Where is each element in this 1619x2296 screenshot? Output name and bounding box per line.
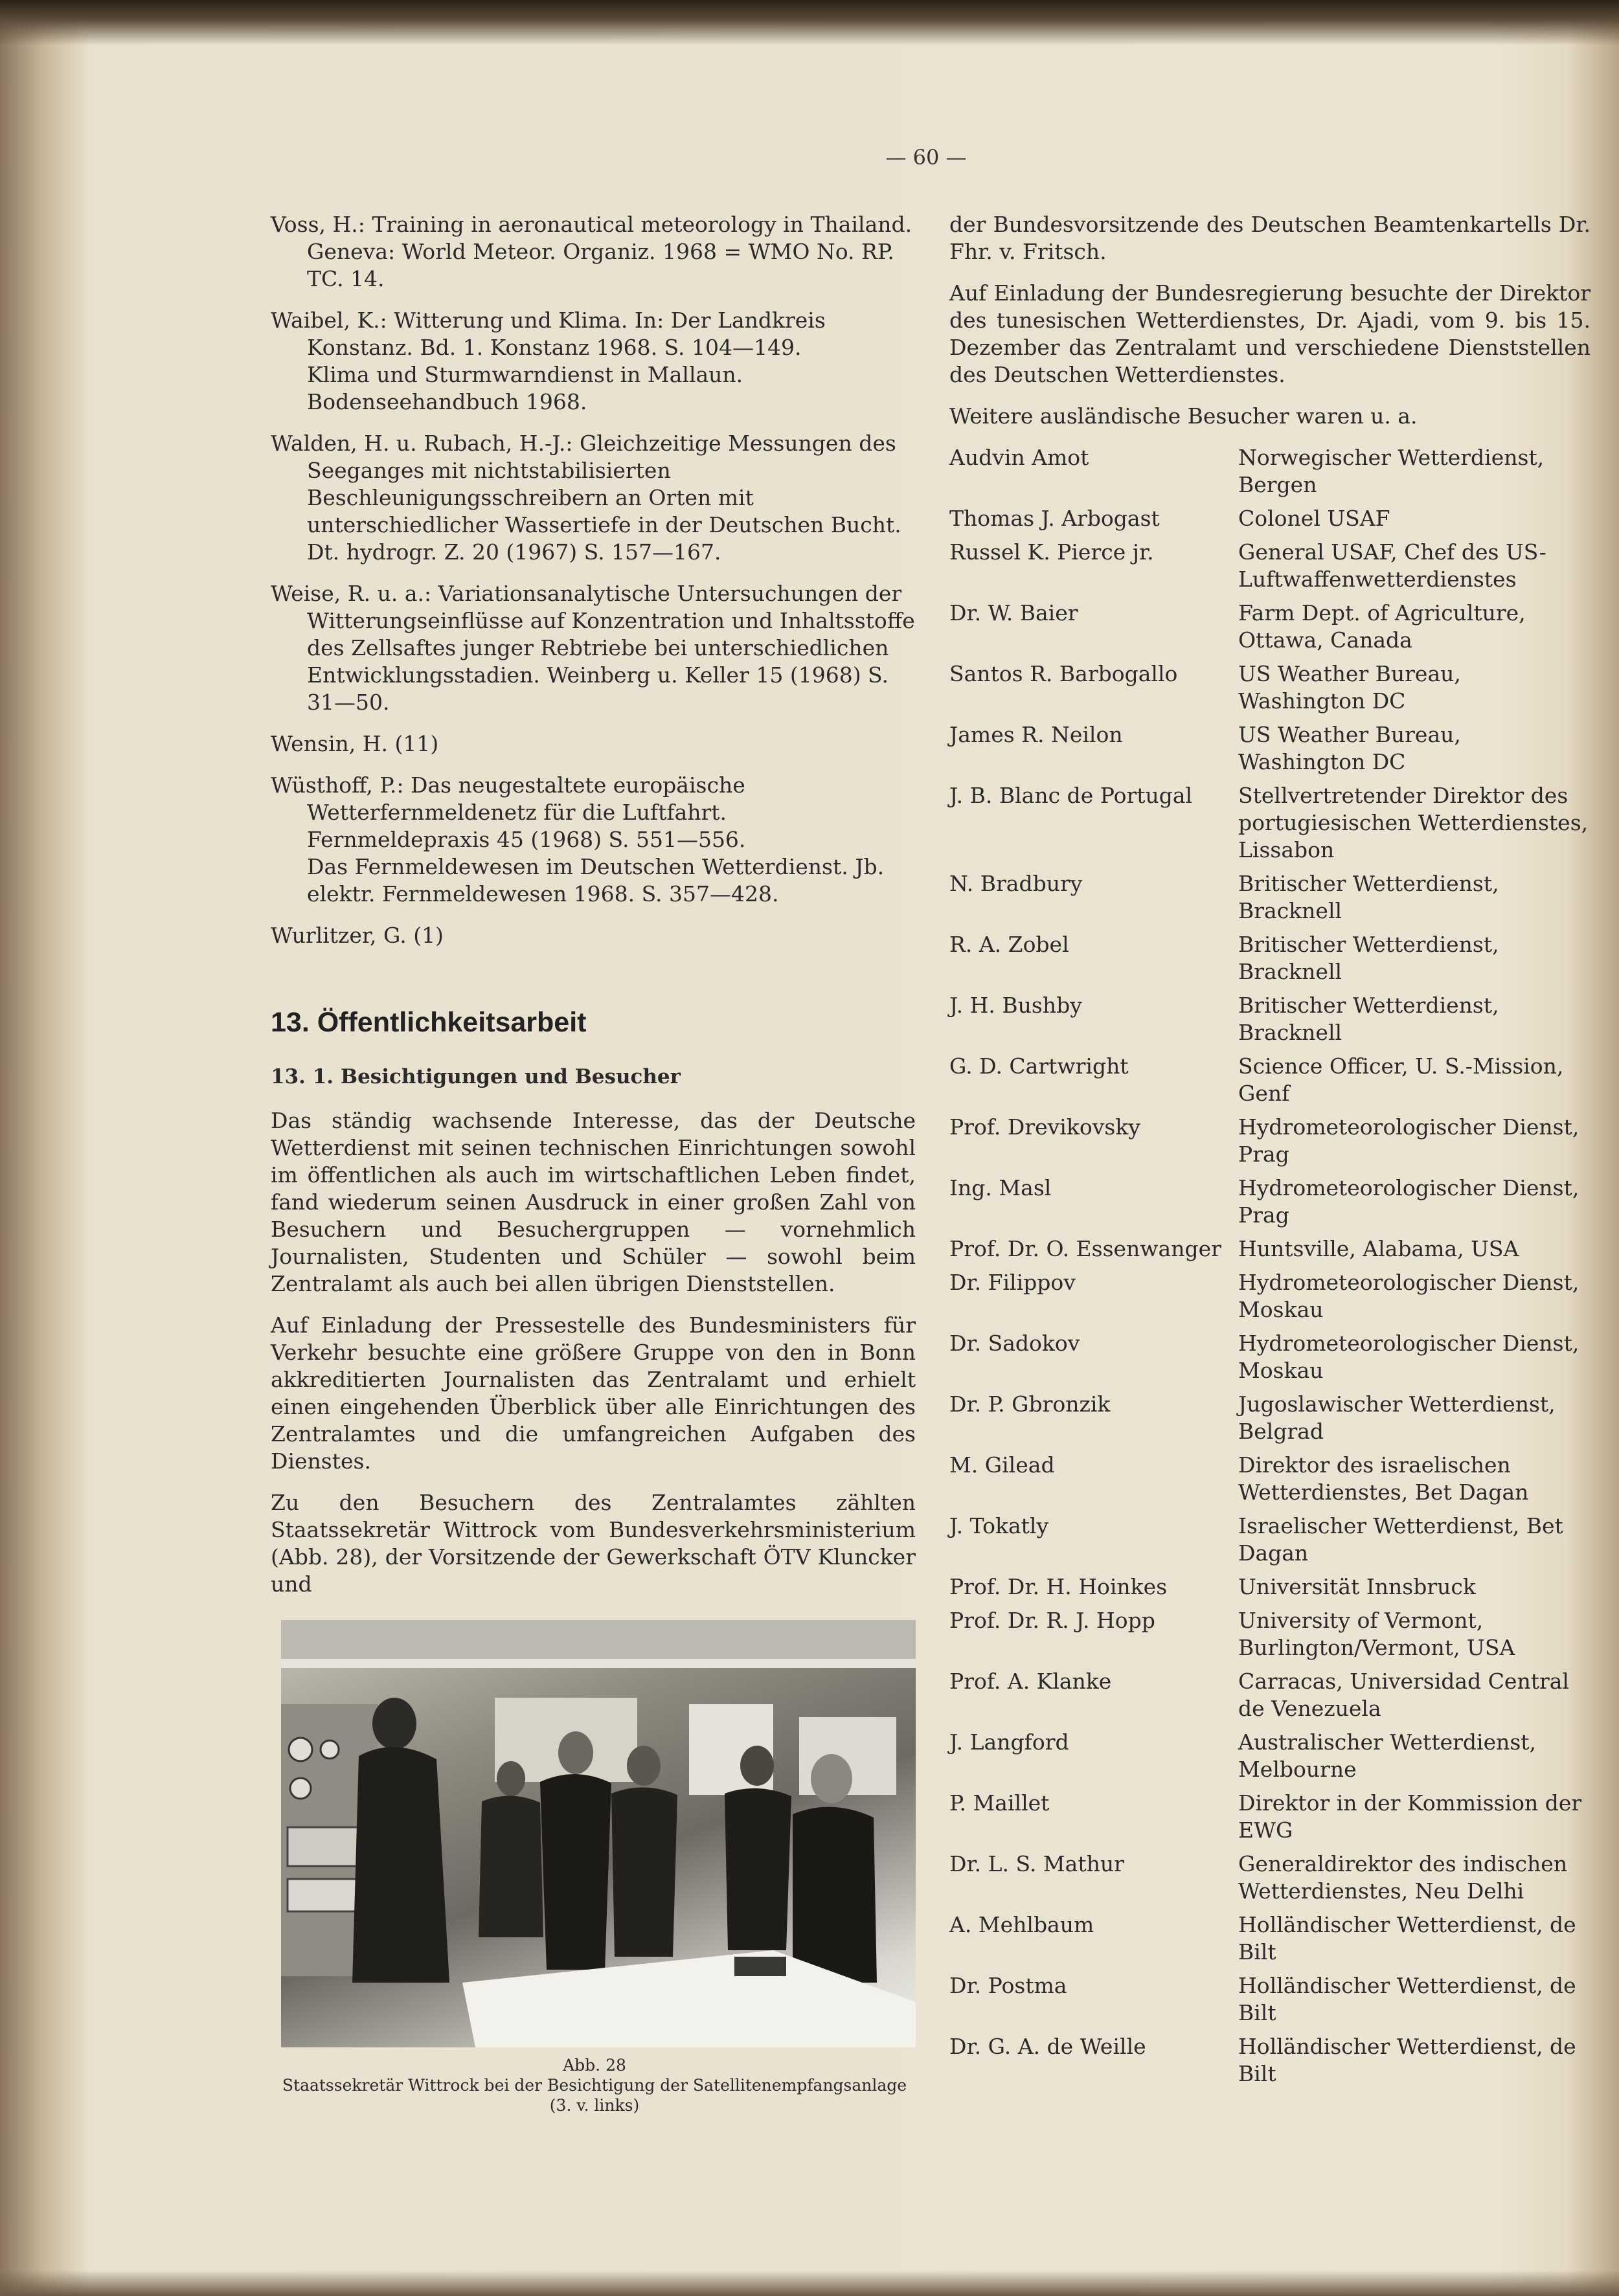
- visitor-affiliation: Huntsville, Alabama, USA: [1238, 1236, 1519, 1261]
- reference-text: Walden, H. u. Rubach, H.-J.: Gleichzeitige Messungen des Seeganges mit nichtstabilisierten Beschleunigungsschreibern an Orten mit unterschiedlicher Wassertiefe in der Deutschen Bucht. Dt. hydrogr. Z. 20 (1967) S. 157—167.: [271, 431, 901, 565]
- visitor-affiliation: Universität Innsbruck: [1238, 1574, 1476, 1599]
- body-paragraph: Auf Einladung der Pressestelle des Bundesministers für Verkehr besuchte eine größere Gruppe von den in Bonn akkreditierten Journalisten das Zentralamt und erhielt einen eingehenden Überblick über alle Einrichtungen des Zentralamtes und die umfangreichen Aufgaben des Dienstes.: [271, 1312, 916, 1474]
- visitor-row: [949, 1175, 1591, 1229]
- visitor-row: [949, 1972, 1591, 2027]
- visitor-name: Dr. Postma: [949, 1973, 1067, 1998]
- visitor-row: [949, 600, 1591, 654]
- section-title: 13. Öffentlichkeitsarbeit: [271, 1007, 587, 1038]
- reference-subentry: Das Fernmeldewesen im Deutschen Wetterdienst. Jb. elektr. Fernmeldewesen 1968. S. 357—428.: [307, 854, 885, 906]
- visitor-name: Dr. W. Baier: [949, 600, 1078, 625]
- figure-caption-block: [271, 2055, 918, 2115]
- visitor-affiliation: Stellvertretender Direktor des portugiesischen Wetterdienstes, Lissabon: [1238, 783, 1589, 862]
- visitor-name: P. Maillet: [949, 1790, 1050, 1816]
- page-bottom-shadow: [0, 2270, 1619, 2296]
- visitor-row: [949, 505, 1591, 532]
- visitor-name: Thomas J. Arbogast: [949, 506, 1160, 531]
- reference-entry: [271, 730, 916, 758]
- visitor-affiliation: US Weather Bureau, Washington DC: [1238, 722, 1461, 774]
- reference-list: [271, 211, 916, 949]
- visitor-affiliation: Generaldirektor des indischen Wetterdienstes, Neu Delhi: [1238, 1851, 1568, 1904]
- visitor-row: [949, 782, 1591, 864]
- reference-text: Wurlitzer, G. (1): [271, 923, 444, 948]
- visitor-row: [949, 539, 1591, 593]
- visitor-name: J. B. Blanc de Portugal: [949, 783, 1193, 808]
- subsection-title: 13. 1. Besichtigungen und Besucher: [271, 1065, 681, 1088]
- visitor-name: Prof. Drevikovsky: [949, 1114, 1140, 1140]
- visitor-row: [949, 1607, 1591, 1661]
- visitor-row: [949, 1851, 1591, 1905]
- body-paragraph: Das ständig wachsende Interesse, das der Deutsche Wetterdienst mit seinen technischen Einrichtungen sowohl im öffentlichen als auch im wirtschaftlichen Leben findet, fand wiederum seinen Ausdruck in einer großen Zahl von Besuchern und Besuchergruppen — vornehmlich Journalisten, Studenten und Schüler — sowohl beim Zentralamt als auch bei allen übrigen Dienststellen.: [271, 1108, 916, 1296]
- visitor-name: James R. Neilon: [949, 722, 1123, 747]
- visitor-row: [949, 1330, 1591, 1384]
- visitor-name: Audvin Amot: [949, 445, 1089, 470]
- visitor-row: [949, 1452, 1591, 1506]
- visitor-name: Prof. Dr. O. Essenwanger: [949, 1236, 1221, 1261]
- figure-caption: Staatssekretär Wittrock bei der Besichtigung der Satellitenempfangsanlage (3. v. links): [282, 2076, 907, 2115]
- visitor-row: [949, 1269, 1591, 1323]
- visitor-affiliation: General USAF, Chef des US-Luftwaffenwetterdienstes: [1238, 539, 1546, 592]
- visitor-row: [949, 1790, 1591, 1844]
- visitor-name: J. H. Bushby: [949, 993, 1082, 1018]
- visitor-row: [949, 1668, 1591, 1722]
- visitor-name: R. A. Zobel: [949, 932, 1069, 957]
- reference-entry: [271, 307, 916, 416]
- reference-text: Voss, H.: Training in aeronautical meteorology in Thailand. Geneva: World Meteor. Organiz. 1968 = WMO No. RP. TC. 14.: [271, 212, 912, 291]
- visitor-affiliation: US Weather Bureau, Washington DC: [1238, 661, 1461, 714]
- photo-illustration: [281, 1620, 916, 2047]
- visitor-row: [949, 2033, 1591, 2088]
- reference-entry: [271, 580, 916, 716]
- reference-entry: [271, 211, 916, 293]
- visitor-name: N. Bradbury: [949, 871, 1083, 896]
- visitor-affiliation: Britischer Wetterdienst, Bracknell: [1238, 871, 1499, 923]
- visitor-row: [949, 1911, 1591, 1966]
- visitor-list: [949, 444, 1591, 2088]
- visitor-affiliation: Holländischer Wetterdienst, de Bilt: [1238, 1912, 1576, 1964]
- reference-text: Wüsthoff, P.: Das neugestaltete europäische Wetterfernmeldenetz für die Luftfahrt. Fernmeldepraxis 45 (1968) S. 551—556.: [271, 772, 746, 852]
- visitor-affiliation: Jugoslawischer Wetterdienst, Belgrad: [1238, 1391, 1556, 1444]
- visitor-row: [949, 992, 1591, 1046]
- visitor-affiliation: Britischer Wetterdienst, Bracknell: [1238, 932, 1499, 984]
- visitor-name: Dr. P. Gbronzik: [949, 1391, 1111, 1417]
- visitor-name: G. D. Cartwright: [949, 1053, 1129, 1079]
- visitor-affiliation: Farm Dept. of Agriculture, Ottawa, Canada: [1238, 600, 1526, 653]
- visitor-name: Russel K. Pierce jr.: [949, 539, 1154, 565]
- visitor-affiliation: Science Officer, U. S.-Mission, Genf: [1238, 1053, 1564, 1106]
- reference-text: Weise, R. u. a.: Variationsanalytische Untersuchungen der Witterungseinflüsse auf Konzentration und Inhaltsstoffe des Zellsaftes junger Rebtriebe bei unterschiedlichen Entwicklungsstadien. Weinberg u. Keller 15 (1968) S. 31—50.: [271, 581, 915, 715]
- visitor-affiliation: University of Vermont, Burlington/Vermont, USA: [1238, 1608, 1515, 1660]
- visitor-affiliation: Hydrometeorologischer Dienst, Prag: [1238, 1175, 1579, 1228]
- visitor-affiliation: Israelischer Wetterdienst, Bet Dagan: [1238, 1513, 1563, 1566]
- visitor-row: [949, 721, 1591, 776]
- visitor-name: Prof. A. Klanke: [949, 1669, 1112, 1694]
- left-column: [271, 211, 916, 2115]
- visitor-row: [949, 1573, 1591, 1601]
- visitor-affiliation: Hydrometeorologischer Dienst, Moskau: [1238, 1270, 1579, 1322]
- body-paragraph: der Bundesvorsitzende des Deutschen Beamtenkartells Dr. Fhr. v. Fritsch.: [949, 212, 1591, 264]
- reference-subentry: Klima und Sturmwarndienst in Mallaun. Bodenseehandbuch 1968.: [307, 362, 743, 414]
- reference-entry: [271, 922, 916, 949]
- visitor-row: [949, 1053, 1591, 1107]
- visitor-row: [949, 931, 1591, 985]
- visitor-affiliation: Norwegischer Wetterdienst, Bergen: [1238, 445, 1545, 497]
- page-top-shadow: [0, 0, 1619, 45]
- visitor-row: [949, 1114, 1591, 1168]
- visitor-affiliation: Carracas, Universidad Central de Venezuela: [1238, 1669, 1569, 1721]
- visit-photo: [281, 1620, 916, 2047]
- visitor-row: [949, 870, 1591, 925]
- reference-text: Waibel, K.: Witterung und Klima. In: Der Landkreis Konstanz. Bd. 1. Konstanz 1968. S. 104—149.: [271, 308, 826, 360]
- visitor-name: Dr. G. A. de Weille: [949, 2034, 1146, 2059]
- visitor-row: [949, 1513, 1591, 1567]
- visitor-name: Ing. Masl: [949, 1175, 1052, 1200]
- visitor-name: M. Gilead: [949, 1452, 1055, 1478]
- visitor-name: Dr. Filippov: [949, 1270, 1076, 1295]
- visitor-name: Dr. L. S. Mathur: [949, 1851, 1124, 1876]
- visitor-affiliation: Hydrometeorologischer Dienst, Moskau: [1238, 1331, 1579, 1383]
- visitor-name: A. Mehlbaum: [949, 1912, 1094, 1937]
- reference-entry: [271, 772, 916, 908]
- visitor-name: J. Langford: [949, 1729, 1069, 1755]
- visitor-row: [949, 1391, 1591, 1445]
- visitor-affiliation: Colonel USAF: [1238, 506, 1390, 531]
- visitor-name: J. Tokatly: [949, 1513, 1049, 1538]
- visitor-name: Dr. Sadokov: [949, 1331, 1080, 1356]
- body-paragraph: Zu den Besuchern des Zentralamtes zählten Staatssekretär Wittrock vom Bundesverkehrsministerium (Abb. 28), der Vorsitzende der Gewerkschaft ÖTV Kluncker und: [271, 1490, 916, 1597]
- body-paragraph: Auf Einladung der Bundesregierung besuchte der Direktor des tunesischen Wetterdienstes, Dr. Ajadi, vom 9. bis 15. Dezember das Zentralamt und verschiedene Dienststellen des Deutschen Wetterdienstes.: [949, 280, 1591, 387]
- visitor-affiliation: Direktor des israelischen Wetterdienstes, Bet Dagan: [1238, 1452, 1529, 1505]
- figure-label: Abb. 28: [563, 2056, 626, 2075]
- visitor-name: Santos R. Barbogallo: [949, 661, 1178, 686]
- reference-text: Wensin, H. (11): [271, 731, 439, 756]
- visitor-affiliation: Holländischer Wetterdienst, de Bilt: [1238, 2034, 1576, 2086]
- visitor-row: [949, 444, 1591, 499]
- visitor-name: Prof. Dr. R. J. Hopp: [949, 1608, 1155, 1633]
- visitor-affiliation: Britischer Wetterdienst, Bracknell: [1238, 993, 1499, 1045]
- visitor-row: [949, 1235, 1591, 1263]
- visitor-affiliation: Hydrometeorologischer Dienst, Prag: [1238, 1114, 1579, 1167]
- visitor-name: Prof. Dr. H. Hoinkes: [949, 1574, 1168, 1599]
- body-paragraph: Weitere ausländische Besucher waren u. a.: [949, 403, 1418, 429]
- visitor-row: [949, 1729, 1591, 1783]
- visitor-affiliation: Holländischer Wetterdienst, de Bilt: [1238, 1973, 1576, 2025]
- right-column: [949, 211, 1591, 2094]
- reference-entry: [271, 430, 916, 566]
- visitor-affiliation: Direktor in der Kommission der EWG: [1238, 1790, 1582, 1843]
- visitor-affiliation: Australischer Wetterdienst, Melbourne: [1238, 1729, 1537, 1782]
- page-number: — 60 —: [885, 145, 967, 170]
- visitor-row: [949, 660, 1591, 715]
